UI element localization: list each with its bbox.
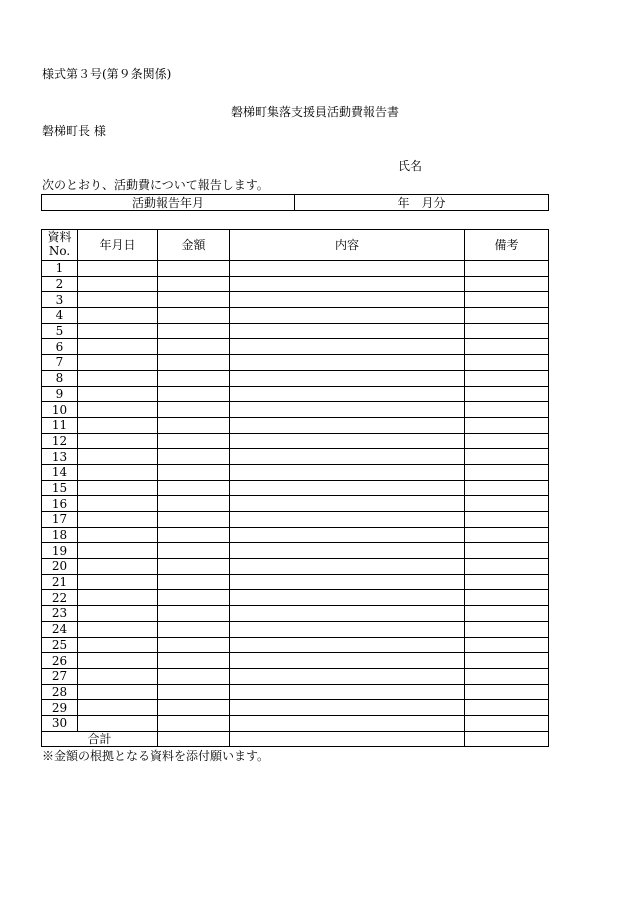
period-label: 活動報告年月	[42, 195, 295, 211]
amount-cell	[158, 370, 230, 386]
row-number-cell: 28	[42, 684, 78, 700]
remarks-cell	[465, 402, 549, 418]
remarks-cell	[465, 543, 549, 559]
amount-cell	[158, 559, 230, 575]
remarks-cell	[465, 684, 549, 700]
expense-table	[41, 229, 549, 747]
remarks-cell	[465, 261, 549, 277]
row-number-cell: 18	[42, 527, 78, 543]
date-cell	[78, 621, 158, 637]
date-cell	[78, 417, 158, 433]
content-cell	[230, 292, 465, 308]
row-number-cell: 20	[42, 559, 78, 575]
row-number-cell: 11	[42, 417, 78, 433]
row-number-cell: 4	[42, 308, 78, 324]
date-cell	[78, 512, 158, 528]
period-table	[41, 194, 549, 211]
table-row	[42, 637, 549, 653]
table-row	[42, 480, 549, 496]
table-row	[42, 433, 549, 449]
content-cell	[230, 543, 465, 559]
date-cell	[78, 292, 158, 308]
form-number: 様式第３号(第９条関係)	[42, 67, 172, 81]
remarks-cell	[465, 668, 549, 684]
remarks-cell	[465, 292, 549, 308]
remarks-cell	[465, 590, 549, 606]
content-cell	[230, 496, 465, 512]
header-date: 年月日	[78, 230, 158, 261]
content-cell	[230, 339, 465, 355]
footnote: ※金額の根拠となる資料を添付願います。	[42, 749, 270, 763]
remarks-cell	[465, 653, 549, 669]
table-row	[42, 276, 549, 292]
table-row	[42, 543, 549, 559]
row-number-cell: 21	[42, 574, 78, 590]
amount-cell	[158, 590, 230, 606]
date-cell	[78, 606, 158, 622]
header-amount: 金額	[158, 230, 230, 261]
table-row	[42, 292, 549, 308]
date-cell	[78, 339, 158, 355]
date-cell	[78, 574, 158, 590]
content-cell	[230, 308, 465, 324]
amount-cell	[158, 308, 230, 324]
header-remarks: 備考	[465, 230, 549, 261]
amount-cell	[158, 339, 230, 355]
amount-cell	[158, 464, 230, 480]
remarks-cell	[465, 323, 549, 339]
content-cell	[230, 464, 465, 480]
amount-cell	[158, 386, 230, 402]
date-cell	[78, 653, 158, 669]
content-cell	[230, 715, 465, 731]
date-cell	[78, 527, 158, 543]
remarks-cell	[465, 574, 549, 590]
content-cell	[230, 480, 465, 496]
content-cell	[230, 527, 465, 543]
row-number-cell: 3	[42, 292, 78, 308]
amount-cell	[158, 417, 230, 433]
total-remarks-cell	[465, 731, 549, 747]
intro-text: 次のとおり、活動費について報告します。	[42, 178, 269, 192]
content-cell	[230, 684, 465, 700]
row-number-cell: 17	[42, 512, 78, 528]
header-no-line1: 資料	[47, 230, 72, 245]
amount-cell	[158, 496, 230, 512]
table-row	[42, 449, 549, 465]
header-no-line2: No.	[48, 244, 71, 258]
content-cell	[230, 386, 465, 402]
amount-cell	[158, 637, 230, 653]
row-number-cell: 15	[42, 480, 78, 496]
remarks-cell	[465, 308, 549, 324]
row-number-cell: 25	[42, 637, 78, 653]
table-row	[42, 684, 549, 700]
table-row	[42, 668, 549, 684]
amount-cell	[158, 402, 230, 418]
amount-cell	[158, 543, 230, 559]
row-number-cell: 26	[42, 653, 78, 669]
date-cell	[78, 261, 158, 277]
table-row	[42, 621, 549, 637]
remarks-cell	[465, 496, 549, 512]
row-number-cell: 14	[42, 464, 78, 480]
date-cell	[78, 590, 158, 606]
date-cell	[78, 308, 158, 324]
total-row	[42, 731, 549, 747]
amount-cell	[158, 433, 230, 449]
content-cell	[230, 590, 465, 606]
amount-cell	[158, 606, 230, 622]
remarks-cell	[465, 700, 549, 716]
date-cell	[78, 433, 158, 449]
content-cell	[230, 261, 465, 277]
table-row	[42, 323, 549, 339]
date-cell	[78, 637, 158, 653]
row-number-cell: 27	[42, 668, 78, 684]
date-cell	[78, 386, 158, 402]
content-cell	[230, 700, 465, 716]
remarks-cell	[465, 386, 549, 402]
remarks-cell	[465, 355, 549, 371]
remarks-cell	[465, 370, 549, 386]
amount-cell	[158, 292, 230, 308]
remarks-cell	[465, 464, 549, 480]
amount-cell	[158, 480, 230, 496]
table-row	[42, 386, 549, 402]
content-cell	[230, 417, 465, 433]
amount-cell	[158, 668, 230, 684]
content-cell	[230, 370, 465, 386]
content-cell	[230, 606, 465, 622]
date-cell	[78, 715, 158, 731]
row-number-cell: 13	[42, 449, 78, 465]
content-cell	[230, 574, 465, 590]
table-row	[42, 464, 549, 480]
remarks-cell	[465, 527, 549, 543]
date-cell	[78, 700, 158, 716]
amount-cell	[158, 653, 230, 669]
header-content: 内容	[230, 230, 465, 261]
addressee: 磐梯町長 様	[42, 124, 106, 138]
table-row	[42, 496, 549, 512]
row-number-cell: 5	[42, 323, 78, 339]
remarks-cell	[465, 715, 549, 731]
content-cell	[230, 512, 465, 528]
date-cell	[78, 496, 158, 512]
name-label: 氏名	[398, 159, 423, 173]
total-amount-cell	[158, 731, 230, 747]
date-cell	[78, 402, 158, 418]
content-cell	[230, 323, 465, 339]
table-row	[42, 590, 549, 606]
remarks-cell	[465, 621, 549, 637]
table-row	[42, 574, 549, 590]
content-cell	[230, 355, 465, 371]
date-cell	[78, 464, 158, 480]
row-number-cell: 8	[42, 370, 78, 386]
table-row	[42, 308, 549, 324]
row-number-cell: 30	[42, 715, 78, 731]
amount-cell	[158, 527, 230, 543]
amount-cell	[158, 715, 230, 731]
date-cell	[78, 370, 158, 386]
row-number-cell: 22	[42, 590, 78, 606]
remarks-cell	[465, 606, 549, 622]
table-row	[42, 402, 549, 418]
table-row	[42, 527, 549, 543]
date-cell	[78, 449, 158, 465]
table-row	[42, 559, 549, 575]
total-content-cell	[230, 731, 465, 747]
table-row	[42, 417, 549, 433]
amount-cell	[158, 323, 230, 339]
content-cell	[230, 433, 465, 449]
date-cell	[78, 355, 158, 371]
row-number-cell: 7	[42, 355, 78, 371]
total-label: 合計	[42, 731, 158, 747]
content-cell	[230, 559, 465, 575]
row-number-cell: 1	[42, 261, 78, 277]
table-row	[42, 700, 549, 716]
row-number-cell: 24	[42, 621, 78, 637]
row-number-cell: 29	[42, 700, 78, 716]
row-number-cell: 12	[42, 433, 78, 449]
remarks-cell	[465, 637, 549, 653]
content-cell	[230, 668, 465, 684]
content-cell	[230, 402, 465, 418]
remarks-cell	[465, 417, 549, 433]
amount-cell	[158, 512, 230, 528]
content-cell	[230, 653, 465, 669]
content-cell	[230, 449, 465, 465]
table-row	[42, 512, 549, 528]
table-header-row	[42, 230, 549, 261]
date-cell	[78, 684, 158, 700]
remarks-cell	[465, 276, 549, 292]
remarks-cell	[465, 480, 549, 496]
table-row	[42, 606, 549, 622]
amount-cell	[158, 355, 230, 371]
table-row	[42, 339, 549, 355]
table-row	[42, 715, 549, 731]
content-cell	[230, 276, 465, 292]
date-cell	[78, 559, 158, 575]
remarks-cell	[465, 339, 549, 355]
row-number-cell: 23	[42, 606, 78, 622]
row-number-cell: 19	[42, 543, 78, 559]
table-row	[42, 261, 549, 277]
date-cell	[78, 323, 158, 339]
amount-cell	[158, 700, 230, 716]
period-value: 年 月分	[295, 195, 549, 211]
amount-cell	[158, 621, 230, 637]
table-row	[42, 653, 549, 669]
date-cell	[78, 276, 158, 292]
amount-cell	[158, 574, 230, 590]
amount-cell	[158, 684, 230, 700]
header-no	[42, 230, 78, 261]
content-cell	[230, 637, 465, 653]
amount-cell	[158, 276, 230, 292]
date-cell	[78, 543, 158, 559]
remarks-cell	[465, 559, 549, 575]
amount-cell	[158, 261, 230, 277]
document-title: 磐梯町集落支援員活動費報告書	[230, 105, 399, 119]
row-number-cell: 9	[42, 386, 78, 402]
table-row	[42, 370, 549, 386]
amount-cell	[158, 449, 230, 465]
row-number-cell: 10	[42, 402, 78, 418]
remarks-cell	[465, 449, 549, 465]
table-row	[42, 355, 549, 371]
date-cell	[78, 668, 158, 684]
row-number-cell: 6	[42, 339, 78, 355]
content-cell	[230, 621, 465, 637]
row-number-cell: 2	[42, 276, 78, 292]
remarks-cell	[465, 433, 549, 449]
date-cell	[78, 480, 158, 496]
remarks-cell	[465, 512, 549, 528]
row-number-cell: 16	[42, 496, 78, 512]
